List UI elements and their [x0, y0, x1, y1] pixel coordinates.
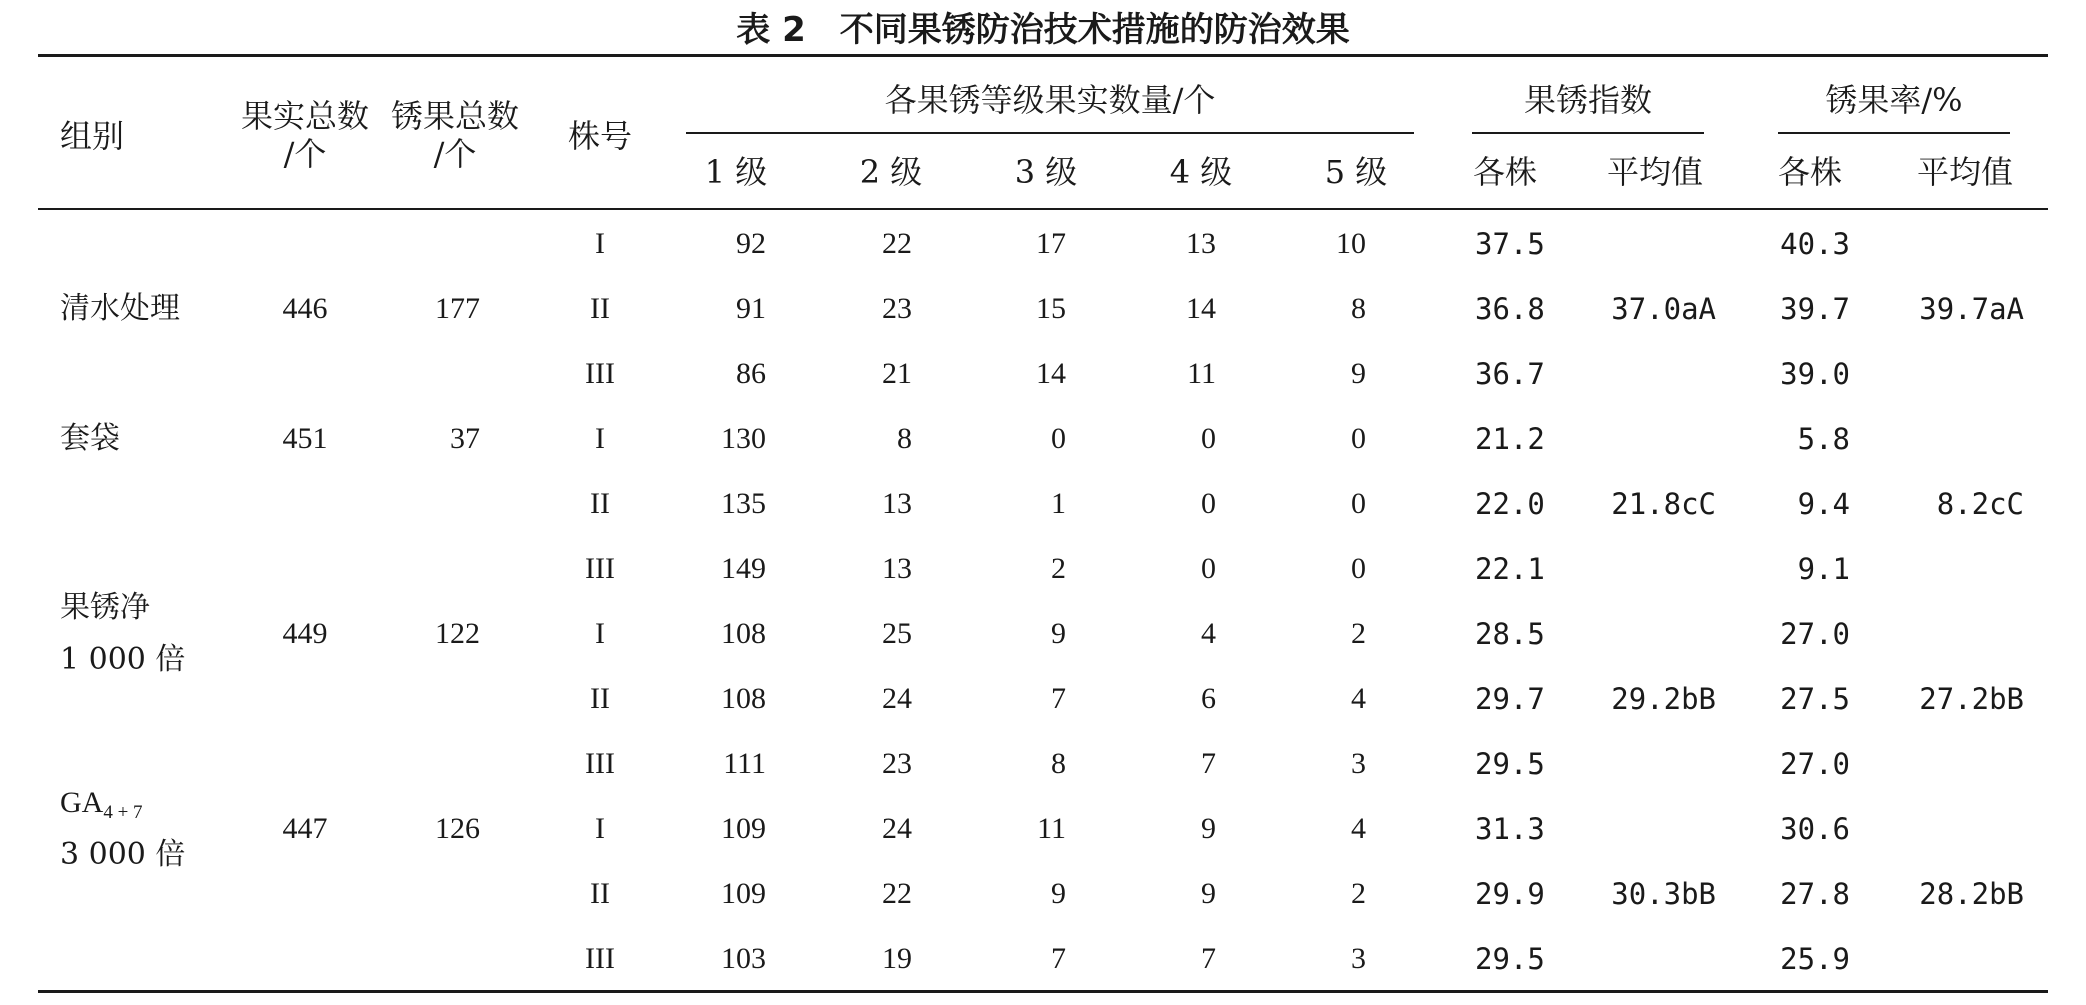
grade-2-count: 21: [882, 357, 912, 390]
grade-2-count: 22: [882, 877, 912, 910]
grade-3-count: 7: [1051, 942, 1066, 975]
rust-index-each: 22.1: [1475, 552, 1545, 586]
grade-2-count: 23: [882, 747, 912, 780]
header-rate-each: 各株: [1777, 153, 1842, 191]
rust-rate-each: 27.0: [1780, 747, 1850, 781]
rust-rate-mean: [1860, 742, 2024, 786]
rust-index-mean: [1560, 352, 1716, 396]
grade-5-count: 10: [1336, 227, 1366, 260]
rust-rate-each: 9.4: [1797, 487, 1850, 521]
grade-2-count: 13: [882, 552, 912, 585]
grade-group-underline: [686, 132, 1414, 134]
header-plant-no: 株号: [567, 117, 632, 155]
grade-1-count: 149: [721, 552, 766, 585]
plant-number-cell: I: [595, 422, 605, 455]
grade-4-count: 4: [1201, 617, 1216, 650]
plant-number-cell: III: [585, 942, 615, 975]
grade-5-count: 0: [1351, 487, 1366, 520]
grade-3-count: 15: [1036, 292, 1066, 325]
plant-number-cell: I: [595, 227, 605, 260]
grade-1-count: 109: [721, 877, 766, 910]
header-grade-group: 各果锈等级果实数量/个: [884, 81, 1216, 119]
fruit-total-cell: 447: [282, 812, 328, 845]
grade-3-count: 2: [1051, 552, 1066, 585]
header-grade-3: 3 级: [1014, 153, 1078, 191]
rust-rate-mean: 8.2cC: [1936, 487, 2024, 521]
rust-index-each: 36.7: [1475, 357, 1545, 391]
grade-5-count: 9: [1351, 357, 1366, 390]
group-name-subscript: 4 + 7: [103, 802, 143, 823]
header-rust-total-unit: /个: [433, 135, 477, 173]
grade-1-count: 130: [721, 422, 766, 455]
fruit-total-cell: 446: [282, 292, 328, 325]
rust-index-each: 29.9: [1475, 877, 1545, 911]
grade-5-count: 2: [1351, 877, 1366, 910]
header-group: 组别: [60, 117, 125, 155]
group-name-text: GA: [60, 786, 104, 819]
grade-4-count: 0: [1201, 422, 1216, 455]
grade-3-count: 11: [1037, 812, 1066, 845]
rust-index-mean: [1560, 807, 1716, 851]
rust-rate-each: 25.9: [1780, 942, 1850, 976]
rust-index-each: 21.2: [1475, 422, 1545, 456]
grade-2-count: 23: [882, 292, 912, 325]
rust-total-cell: 177: [435, 292, 480, 325]
plant-number-cell: III: [585, 357, 615, 390]
rust-rate-mean: [1860, 417, 2024, 461]
grade-4-count: 9: [1201, 877, 1216, 910]
grade-4-count: 11: [1187, 357, 1216, 390]
grade-1-count: 91: [736, 292, 766, 325]
grade-3-count: 9: [1051, 617, 1066, 650]
header-bottom-rule: [38, 208, 2048, 210]
rust-rate-mean: 28.2bB: [1919, 877, 2024, 911]
fruit-total-cell: 451: [282, 422, 328, 455]
grade-2-count: 24: [882, 682, 912, 715]
grade-3-count: 1: [1051, 487, 1066, 520]
grade-1-count: 92: [736, 227, 766, 260]
rust-rate-mean: [1860, 222, 2024, 266]
grade-2-count: 24: [882, 812, 912, 845]
grade-5-count: 4: [1351, 812, 1366, 845]
grade-4-count: 0: [1201, 487, 1216, 520]
grade-1-count: 108: [721, 682, 766, 715]
rust-index-each: 36.8: [1475, 292, 1545, 326]
plant-number-cell: I: [595, 617, 605, 650]
rust-index-mean: [1560, 417, 1716, 461]
plant-number-cell: I: [595, 812, 605, 845]
rust-index-each: 31.3: [1475, 812, 1545, 846]
grade-3-count: 8: [1051, 747, 1066, 780]
grade-3-count: 14: [1036, 357, 1066, 390]
rust-rate-each: 40.3: [1780, 227, 1850, 261]
plant-number-cell: II: [590, 877, 610, 910]
rust-index-each: 37.5: [1475, 227, 1545, 261]
header-grade-1: 1 级: [704, 153, 768, 191]
rust-total-cell: 122: [435, 617, 480, 650]
grade-4-count: 0: [1201, 552, 1216, 585]
rust-index-mean: [1560, 612, 1716, 656]
group-name-line: 果锈净: [60, 590, 150, 625]
grade-5-count: 3: [1351, 942, 1366, 975]
grade-4-count: 13: [1186, 227, 1216, 260]
plant-number-cell: II: [590, 682, 610, 715]
rust-rate-each: 30.6: [1780, 812, 1850, 846]
rust-index-each: 29.5: [1475, 747, 1545, 781]
rust-index-each: 29.7: [1475, 682, 1545, 716]
plant-number-cell: III: [585, 552, 615, 585]
rust-index-mean: 29.2bB: [1611, 682, 1716, 716]
grade-1-count: 108: [721, 617, 766, 650]
group-name-line: [60, 781, 143, 825]
bottom-rule: [38, 990, 2048, 993]
plant-number-cell: II: [590, 292, 610, 325]
header-fruit-total-unit: /个: [283, 135, 327, 173]
grade-5-count: 0: [1351, 422, 1366, 455]
grade-1-count: 103: [721, 942, 766, 975]
group-name-line: 清水处理: [60, 291, 180, 326]
rust-index-mean: [1560, 937, 1716, 981]
grade-1-count: 109: [721, 812, 766, 845]
rust-index-each: 29.5: [1475, 942, 1545, 976]
group-name-line: 3 000 倍: [60, 837, 186, 872]
rust-rate-each: 9.1: [1797, 552, 1850, 586]
grade-1-count: 135: [721, 487, 766, 520]
grade-2-count: 19: [882, 942, 912, 975]
group-name-line: 1 000 倍: [60, 642, 186, 677]
rust-rate-mean: [1860, 612, 2024, 656]
grade-3-count: 17: [1036, 227, 1066, 260]
rust-rate-each: 5.8: [1797, 422, 1850, 456]
grade-2-count: 8: [897, 422, 912, 455]
grade-4-count: 14: [1186, 292, 1216, 325]
rust-total-cell: 37: [450, 422, 480, 455]
grade-5-count: 0: [1351, 552, 1366, 585]
plant-number-cell: II: [590, 487, 610, 520]
header-index-mean: 平均值: [1606, 153, 1703, 191]
fruit-total-cell: 449: [282, 617, 328, 650]
rust-index-mean: [1560, 222, 1716, 266]
rust-index-mean: 37.0aA: [1611, 292, 1716, 326]
rust-rate-each: 39.0: [1780, 357, 1850, 391]
grade-2-count: 25: [882, 617, 912, 650]
header-rate-mean: 平均值: [1916, 153, 2013, 191]
rust-rate-mean: 27.2bB: [1919, 682, 2024, 716]
grade-3-count: 7: [1051, 682, 1066, 715]
rust-index-each: 22.0: [1475, 487, 1545, 521]
grade-3-count: 0: [1051, 422, 1066, 455]
grade-5-count: 4: [1351, 682, 1366, 715]
header-index-each: 各株: [1472, 153, 1537, 191]
rust-rate-each: 39.7: [1780, 292, 1850, 326]
index-group-underline: [1472, 132, 1704, 134]
grade-5-count: 2: [1351, 617, 1366, 650]
grade-2-count: 13: [882, 487, 912, 520]
header-grade-5: 5 级: [1324, 153, 1388, 191]
header-rust-total: 锈果总数: [390, 97, 519, 135]
header-fruit-total: 果实总数: [240, 97, 369, 135]
grade-1-count: 86: [736, 357, 766, 390]
rust-index-each: 28.5: [1475, 617, 1545, 651]
grade-4-count: 7: [1201, 942, 1216, 975]
rust-rate-mean: 39.7aA: [1919, 292, 2024, 326]
rust-rate-mean: [1860, 352, 2024, 396]
rust-rate-each: 27.5: [1780, 682, 1850, 716]
rust-rate-mean: [1860, 547, 2024, 591]
grade-2-count: 22: [882, 227, 912, 260]
rust-rate-mean: [1860, 807, 2024, 851]
header-grade-2: 2 级: [859, 153, 923, 191]
group-name-line: 套袋: [60, 421, 120, 456]
grade-4-count: 6: [1201, 682, 1216, 715]
header-index-group: 果锈指数: [1523, 81, 1652, 119]
rust-rate-each: 27.0: [1780, 617, 1850, 651]
plant-number-cell: III: [585, 747, 615, 780]
rust-index-mean: [1560, 547, 1716, 591]
rust-total-cell: 126: [435, 812, 480, 845]
header-grade-4: 4 级: [1169, 153, 1233, 191]
rust-index-mean: [1560, 742, 1716, 786]
rust-rate-each: 27.8: [1780, 877, 1850, 911]
table-title: 表 2 不同果锈防治技术措施的防治效果: [736, 10, 1350, 50]
rate-group-underline: [1778, 132, 2010, 134]
rust-rate-mean: [1860, 937, 2024, 981]
rust-index-mean: 21.8cC: [1611, 487, 1716, 521]
rust-index-mean: 30.3bB: [1611, 877, 1716, 911]
grade-5-count: 3: [1351, 747, 1366, 780]
top-rule: [38, 54, 2048, 57]
grade-4-count: 7: [1201, 747, 1216, 780]
grade-5-count: 8: [1351, 292, 1366, 325]
grade-4-count: 9: [1201, 812, 1216, 845]
grade-3-count: 9: [1051, 877, 1066, 910]
grade-1-count: 111: [723, 747, 766, 780]
header-rate-group: 锈果率/%: [1825, 81, 1963, 119]
